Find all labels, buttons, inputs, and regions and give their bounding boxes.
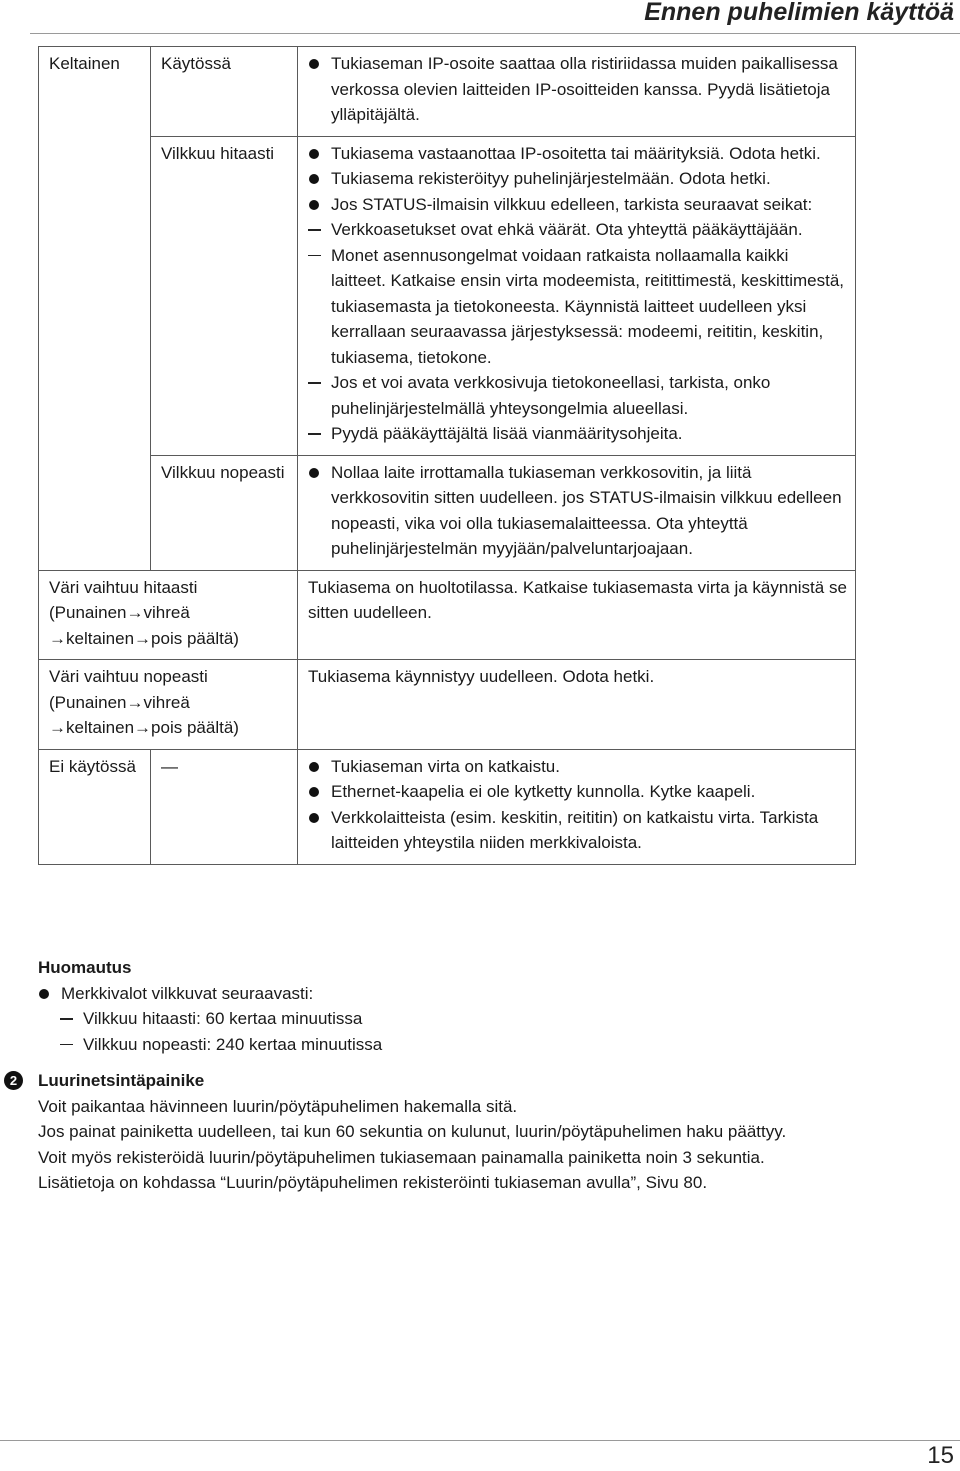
note-heading: Huomautus [38, 958, 132, 977]
indicator-state-cell: Vilkkuu nopeasti [151, 455, 298, 570]
table-row [39, 136, 856, 455]
indicator-color-cell [39, 455, 151, 570]
list-item: Ethernet-kaapelia ei ole kytketty kunnolla. Kytke kaapeli. [308, 779, 847, 805]
list-item: Tukiasema rekisteröityy puhelinjärjestelmään. Odota hetki. [308, 166, 847, 192]
sub-list-item: Pyydä pääkäyttäjältä lisää vianmääritysohjeita. [308, 421, 847, 447]
section-heading: Luurinetsintäpainike [38, 1071, 205, 1090]
sub-list-item: Monet asennusongelmat voidaan ratkaista nollaamalla kaikki laitteet. Katkaise ensin virta modeemista, reitittimestä, keskittimestä, tukiasemasta ja tietokoneesta. Käynnistä laitteet uudelleen yksi kerrallaan seuraavassa järjestyksessä: modeemi, reititin, keskitin, tukiasema, tietokone. [308, 243, 847, 371]
list-item: Tukiaseman IP-osoite saattaa olla ristiriidassa muiden paikallisessa verkossa olevien laitteiden IP-osoitteiden kanssa. Pyydä lisätietoja ylläpitäjältä. [308, 51, 847, 128]
list-item: Merkkivalot vilkkuvat seuraavasti: [38, 981, 918, 1007]
description-cell: Tukiasema käynnistyy uudelleen. Odota hetki. [298, 660, 856, 750]
table-row [39, 749, 856, 864]
paragraph-line: Lisätietoja on kohdassa “Luurin/pöytäpuhelimen rekisteröinti tukiaseman avulla”, Sivu 80. [38, 1173, 708, 1192]
indicator-color-cell: Väri vaihtuu nopeasti (Punainen→vihreä →keltainen→pois päältä) [39, 660, 298, 750]
sub-list-item: Vilkkuu nopeasti: 240 kertaa minuutissa [60, 1032, 918, 1058]
list-item: Verkkolaitteista (esim. keskitin, reititin) on katkaistu virta. Tarkista laitteiden yhteystila niiden merkkivaloista. [308, 805, 847, 856]
page-number: 15 [927, 1442, 954, 1469]
list-item: Tukiasema vastaanottaa IP-osoitetta tai määrityksiä. Odota hetki. [308, 141, 847, 167]
indicator-color-cell: Keltainen [39, 47, 151, 137]
description-cell [298, 136, 856, 455]
table-row [39, 660, 856, 750]
status-indicator-table [38, 46, 856, 865]
description-cell [298, 749, 856, 864]
table-row [39, 455, 856, 570]
list-item: Jos STATUS-ilmaisin vilkkuu edelleen, tarkista seuraavat seikat: [308, 192, 847, 218]
indicator-state-cell: Vilkkuu hitaasti [151, 136, 298, 455]
list-item: Tukiaseman virta on katkaistu. [308, 754, 847, 780]
description-cell [298, 47, 856, 137]
list-item: Nollaa laite irrottamalla tukiaseman verkkosovitin, ja liitä verkkosovitin sitten uudelleen. jos STATUS-ilmaisin vilkkuu edelleen nopeasti, vika voi olla tukiasemalaitteessa. Ota yhteyttä puhelinjärjestelmän myyjään/palveluntarjoajaan. [308, 460, 847, 562]
description-cell: Tukiasema on huoltotilassa. Katkaise tukiasemasta virta ja käynnistä se sitten uudelleen. [298, 570, 856, 660]
footer-divider [0, 1440, 960, 1441]
paragraph-line: Voit myös rekisteröidä luurin/pöytäpuhelimen tukiasemaan painamalla painiketta noin 3 sekuntia. [38, 1147, 765, 1167]
sub-list-item: Vilkkuu hitaasti: 60 kertaa minuutissa [60, 1006, 918, 1032]
sub-list-item: Jos et voi avata verkkosivuja tietokoneellasi, tarkista, onko puhelinjärjestelmällä yhteysongelmia alueellasi. [308, 370, 847, 421]
indicator-state-cell: Käytössä [151, 47, 298, 137]
header-divider [30, 33, 960, 34]
table-row [39, 47, 856, 137]
indicator-color-cell: Ei käytössä [39, 749, 151, 864]
sub-list-item: Verkkoasetukset ovat ehkä väärät. Ota yhteyttä pääkäyttäjään. [308, 217, 847, 243]
note-section [38, 955, 918, 1057]
table-row [39, 570, 856, 660]
indicator-state-cell: — [151, 749, 298, 864]
section-number-badge: 2 [4, 1071, 23, 1090]
paragraph-line: Jos painat painiketta uudelleen, tai kun 60 sekuntia on kulunut, luurin/pöytäpuhelimen haku päättyy. [38, 1122, 787, 1141]
description-cell [298, 455, 856, 570]
locator-button-section [9, 1068, 938, 1196]
indicator-color-cell: Väri vaihtuu hitaasti (Punainen→vihreä →keltainen→pois päältä) [39, 570, 298, 660]
indicator-color-cell [39, 136, 151, 455]
paragraph-line: Voit paikantaa hävinneen luurin/pöytäpuhelimen hakemalla sitä. [38, 1096, 518, 1116]
page-section-title: Ennen puhelimien käyttöä [644, 0, 954, 26]
